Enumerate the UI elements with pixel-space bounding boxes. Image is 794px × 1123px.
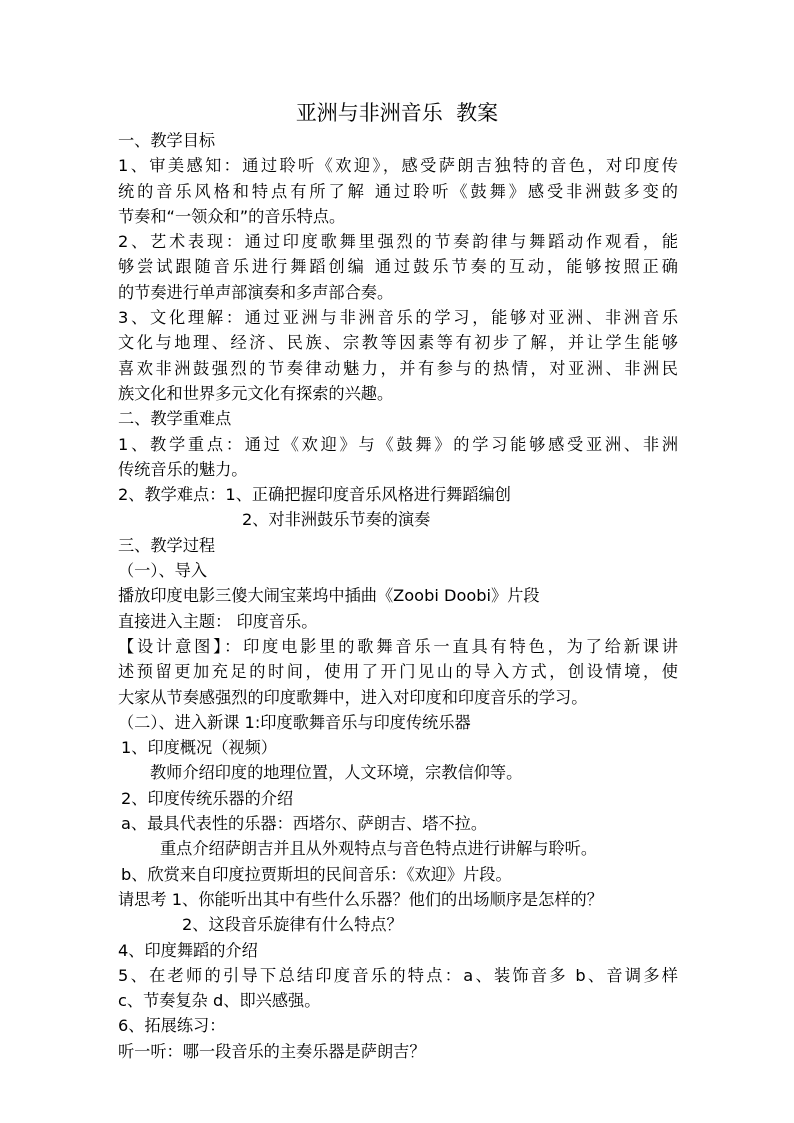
paragraph-line: 请思考 1、你能听出其中有些什么乐器？他们的出场顺序是怎样的？ <box>118 889 603 909</box>
paragraph-line: 统的音乐风格和特点有所了解 通过聆听《鼓舞》感受非洲鼓多变的 <box>118 181 678 201</box>
paragraph-line: 喜欢非洲鼓强烈的节奏律动魅力，并有参与的热情，对亚洲、非洲民 <box>118 358 678 378</box>
paragraph-line: 听一听：哪一段音乐的主奏乐器是萨朗吉？ <box>118 1041 426 1061</box>
document-title: 亚洲与非洲音乐 教案 <box>295 101 499 125</box>
paragraph-line: c、节奏复杂 d、即兴感强。 <box>118 991 321 1011</box>
paragraph-line: 2、这段音乐旋律有什么特点？ <box>182 915 403 935</box>
section-heading-key-points: 二、教学重难点 <box>118 409 232 429</box>
paragraph-line: a、最具代表性的乐器：西塔尔、萨朗吉、塔不拉。 <box>121 814 488 834</box>
paragraph-line: 重点介绍萨朗吉并且从外观特点与音色特点进行讲解与聆听。 <box>160 839 598 859</box>
paragraph-line: 1、审美感知：通过聆听《欢迎》，感受萨朗吉独特的音色，对印度传 <box>118 156 678 176</box>
paragraph-line: 2、艺术表现：通过印度歌舞里强烈的节奏韵律与舞蹈动作观看，能 <box>118 232 678 252</box>
paragraph-line: 族文化和世界多元文化有探索的兴趣。 <box>118 383 394 403</box>
paragraph-line: 大家从节奏感强烈的印度歌舞中，进入对印度和印度音乐的学习。 <box>118 687 588 707</box>
paragraph-line: 文化与地理、经济、民族、宗教等因素等有初步了解，并让学生能够 <box>118 333 678 353</box>
section-heading-objectives: 一、教学目标 <box>118 131 216 150</box>
paragraph-line: 1、印度概况（视频） <box>121 738 277 758</box>
paragraph-line: 直接进入主题： 印度音乐。 <box>118 611 318 631</box>
paragraph-line: 述预留更加充足的时间，使用了开门见山的导入方式，创设情境，使 <box>118 662 678 682</box>
paragraph-line: b、欣赏来自印度拉贾斯坦的民间音乐：《欢迎》片段。 <box>121 864 512 884</box>
paragraph-line: 2、对非洲鼓乐节奏的演奏 <box>242 510 431 530</box>
paragraph-line: 3、文化理解：通过亚洲与非洲音乐的学习，能够对亚洲、非洲音乐 <box>118 308 678 328</box>
document-body <box>118 128 678 1064</box>
paragraph-line: 1、教学重点：通过《欢迎》与《鼓舞》的学习能够感受亚洲、非洲 <box>118 434 678 454</box>
paragraph-line: 4、印度舞蹈的介绍 <box>118 940 258 960</box>
paragraph-line: 教师介绍印度的地理位置，人文环境，宗教信仰等。 <box>150 763 523 783</box>
paragraph-line: 够尝试跟随音乐进行舞蹈创编 通过鼓乐节奏的互动，能够按照正确 <box>118 257 678 277</box>
paragraph-line: 5、在老师的引导下总结印度音乐的特点：a、装饰音多 b、音调多样 <box>118 965 678 985</box>
section-heading-process: 三、教学过程 <box>118 535 216 555</box>
paragraph-line: 2、印度传统乐器的介绍 <box>121 788 294 808</box>
paragraph-line: 2、教学难点：1、正确把握印度音乐风格进行舞蹈编创 <box>118 485 511 505</box>
paragraph-line: 播放印度电影三傻大闹宝莱坞中插曲《Zoobi Doobi》片段 <box>118 586 540 606</box>
paragraph-line: 传统音乐的魅力。 <box>118 459 248 479</box>
paragraph-line: 节奏和“一领众和”的音乐特点。 <box>118 206 346 226</box>
subsection-heading-intro: （一）、导入 <box>118 561 208 581</box>
subsection-heading-new-lesson: （二）、进入新课 1:印度歌舞音乐与印度传统乐器 <box>118 712 471 732</box>
paragraph-line: 的节奏进行单声部演奏和多声部合奏。 <box>118 282 394 302</box>
paragraph-line: 【设计意图】：印度电影里的歌舞音乐一直具有特色，为了给新课讲 <box>118 636 678 656</box>
paragraph-line: 6、拓展练习： <box>118 1016 226 1036</box>
